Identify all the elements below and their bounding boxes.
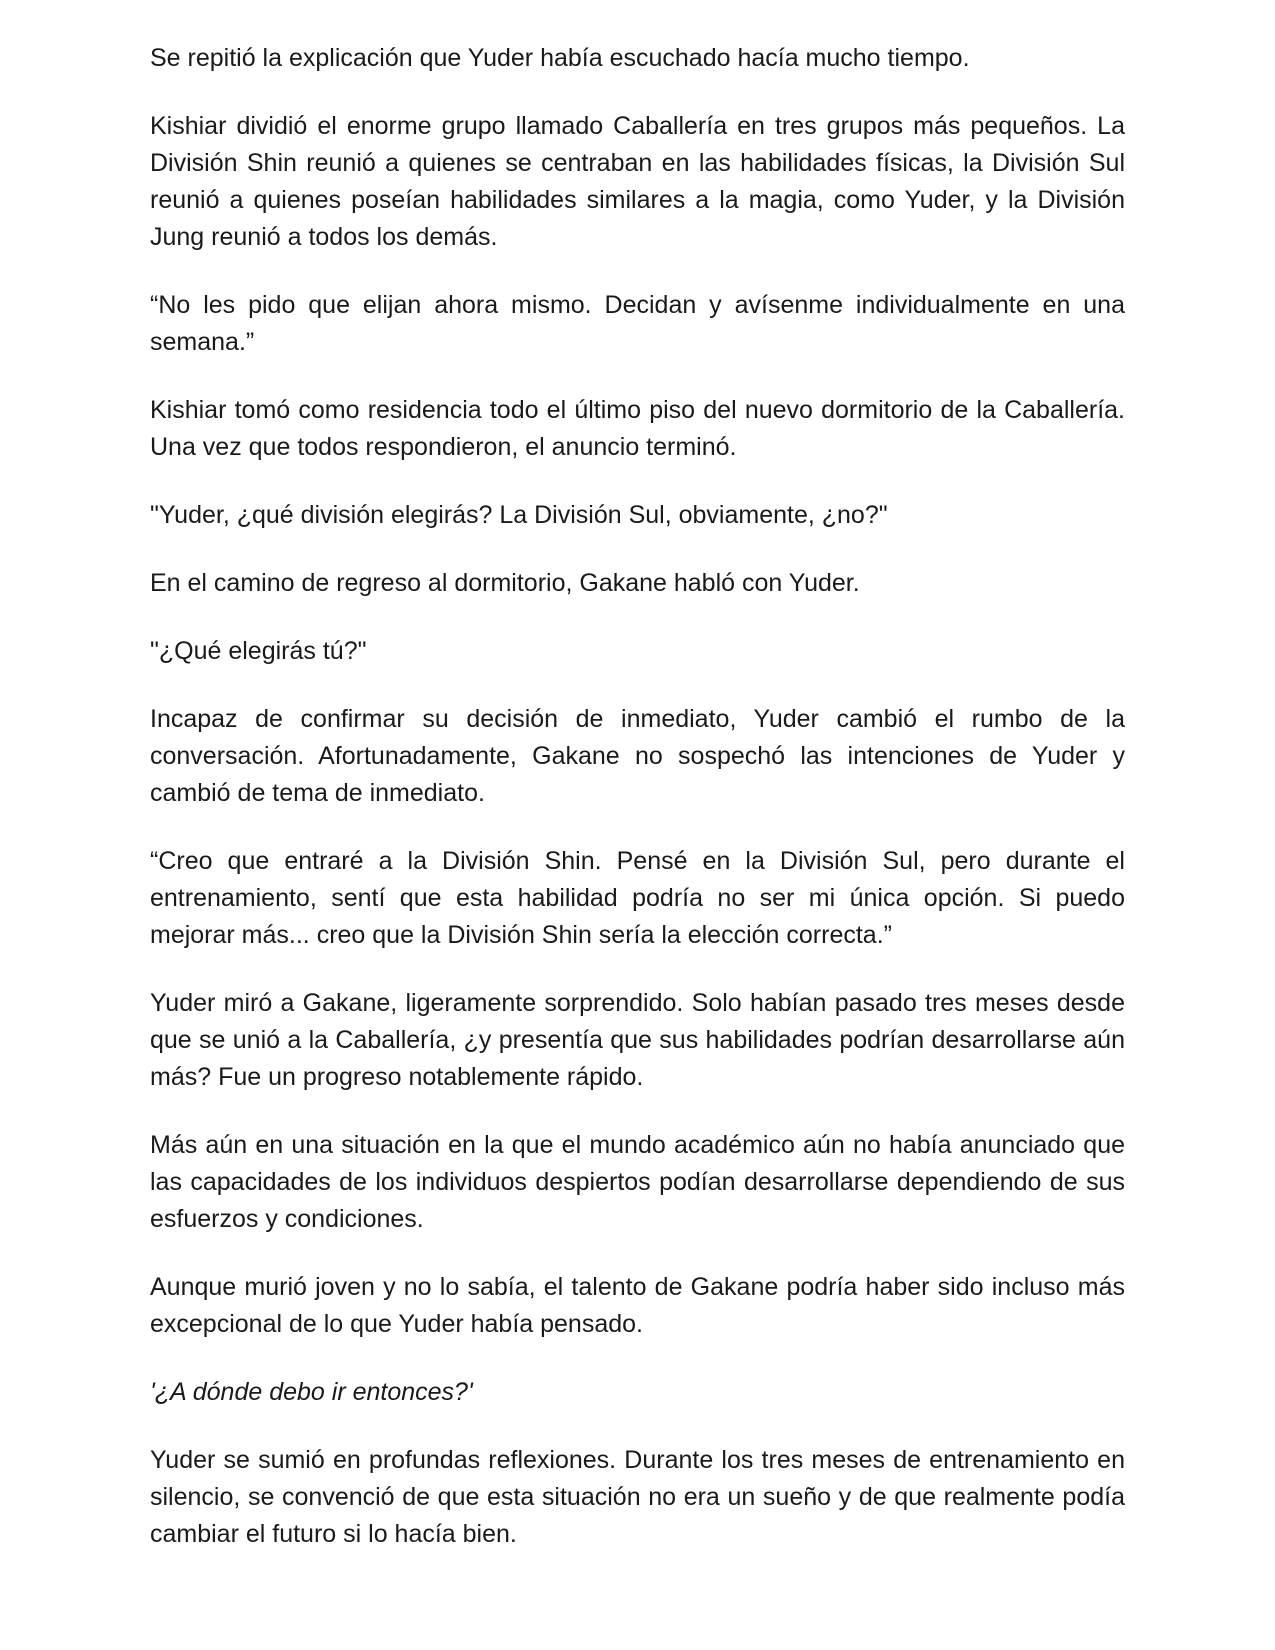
paragraph-1: Se repitió la explicación que Yuder había escuchado hacía mucho tiempo.: [150, 44, 970, 72]
paragraph-12: Aunque murió joven y no lo sabía, el talento de Gakane podría haber sido incluso más excepcional de lo que Yuder había pensado.: [150, 1273, 1125, 1338]
paragraph-4: Kishiar tomó como residencia todo el último piso del nuevo dormitorio de la Caballería. Una vez que todos respondieron, el anuncio terminó.: [150, 396, 1125, 461]
paragraph-14: Yuder se sumió en profundas reflexiones. Durante los tres meses de entrenamiento en silencio, se convenció de que esta situación no era un sueño y de que realmente podía cambiar el futuro si lo hacía bien.: [150, 1446, 1125, 1548]
paragraph-7: "¿Qué elegirás tú?": [150, 637, 367, 665]
paragraph-10: Yuder miró a Gakane, ligeramente sorprendido. Solo habían pasado tres meses desde que se unió a la Caballería, ¿y presentía que sus habilidades podrían desarrollarse aún más? Fue un progreso notablemente rápido.: [150, 989, 1125, 1091]
paragraph-3: “No les pido que elijan ahora mismo. Decidan y avísenme individualmente en una semana.”: [150, 291, 1125, 356]
paragraph-8: Incapaz de confirmar su decisión de inmediato, Yuder cambió el rumbo de la conversación. Afortunadamente, Gakane no sospechó las intenciones de Yuder y cambió de tema de inmediato.: [150, 705, 1125, 807]
document-page: [150, 40, 1125, 1584]
paragraph-9: “Creo que entraré a la División Shin. Pensé en la División Sul, pero durante el entrenamiento, sentí que esta habilidad podría no ser mi única opción. Si puedo mejorar más... creo que la División Shin sería la elección correcta.”: [150, 847, 1125, 949]
paragraph-11: Más aún en una situación en la que el mundo académico aún no había anunciado que las capacidades de los individuos despiertos podían desarrollarse dependiendo de sus esfuerzos y condiciones.: [150, 1131, 1125, 1233]
paragraph-6: En el camino de regreso al dormitorio, Gakane habló con Yuder.: [150, 569, 860, 597]
paragraph-2: Kishiar dividió el enorme grupo llamado Caballería en tres grupos más pequeños. La División Shin reunió a quienes se centraban en las habilidades físicas, la División Sul reunió a quienes poseían habilidades similares a la magia, como Yuder, y la División Jung reunió a todos los demás.: [150, 112, 1125, 251]
paragraph-5: "Yuder, ¿qué división elegirás? La División Sul, obviamente, ¿no?": [150, 501, 888, 529]
paragraph-13-thought: '¿A dónde debo ir entonces?': [150, 1378, 473, 1406]
